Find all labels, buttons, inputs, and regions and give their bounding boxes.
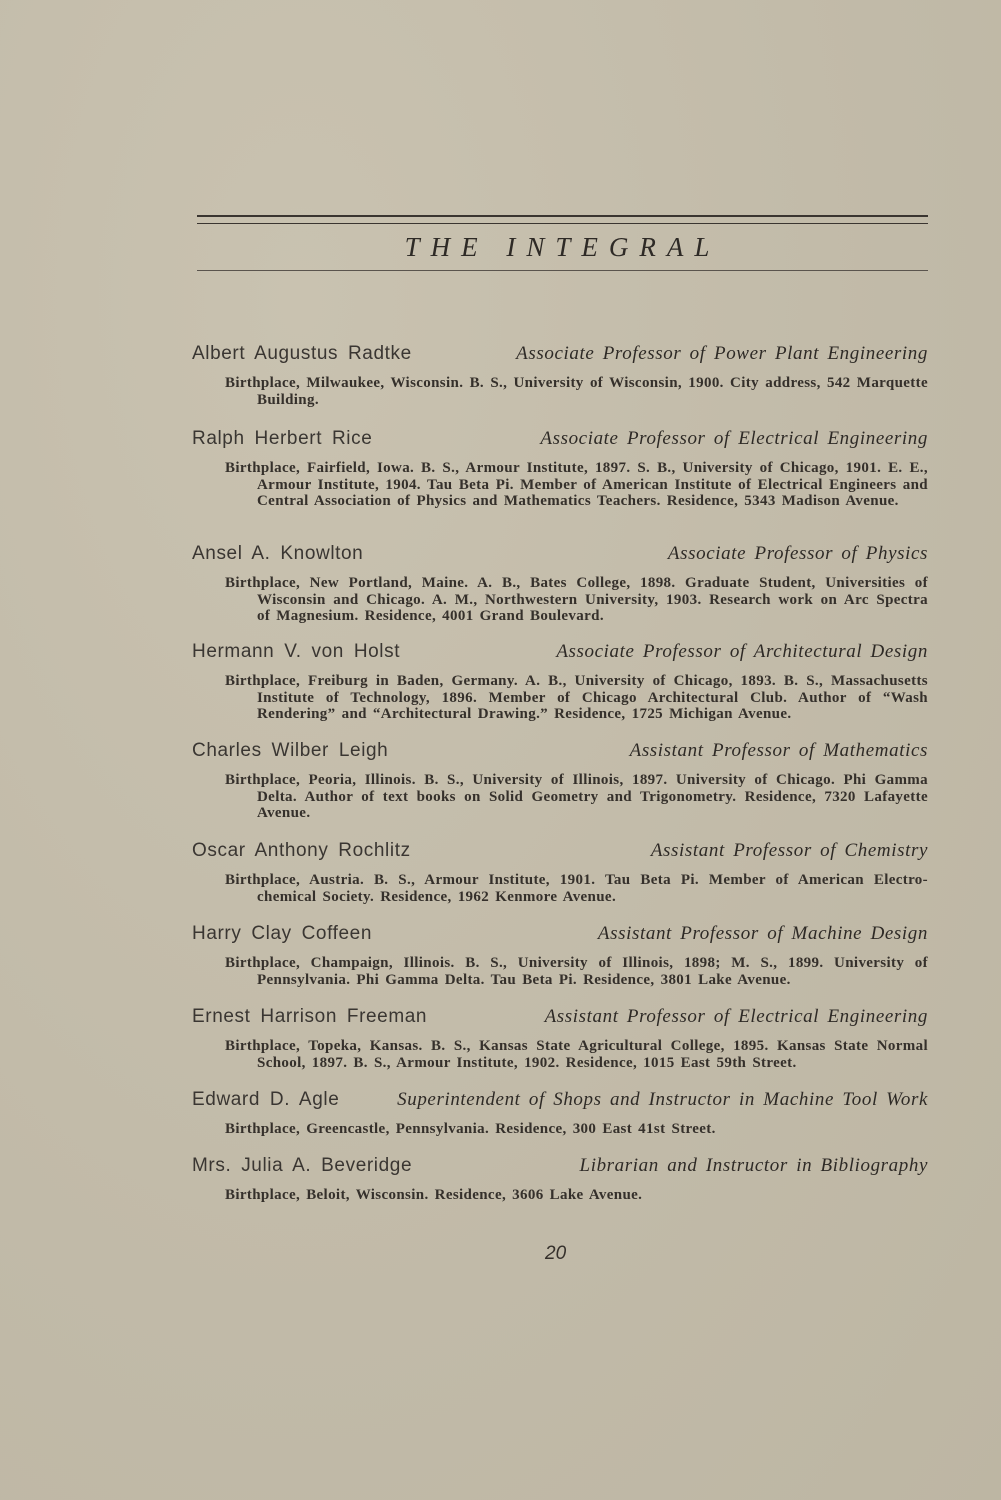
faculty-position: Assistant Professor of Mathematics xyxy=(629,740,928,761)
entry-header xyxy=(192,428,928,452)
faculty-name: Ernest Harrison Freeman xyxy=(192,1006,428,1027)
faculty-entry xyxy=(192,923,928,988)
faculty-details: Birthplace, Topeka, Kansas. B. S., Kansas State Agricultural College, 1895. Kansas State Normal School, 1897. B. S., Armour Institute, 1902. Residence, 1015 East 59th Street. xyxy=(225,1038,928,1071)
entry-header xyxy=(192,1089,928,1113)
faculty-entry xyxy=(192,740,928,822)
page-title: THE INTEGRAL xyxy=(404,232,721,262)
faculty-details: Birthplace, Milwaukee, Wisconsin. B. S., University of Wisconsin, 1900. City address, 542 Marquette Building. xyxy=(225,375,928,408)
faculty-details: Birthplace, Fairfield, Iowa. B. S., Armour Institute, 1897. S. B., University of Chicago, 1901. E. E., Armour Institute, 1904. Tau Beta Pi. Member of American Institute of Electrical Engineers and Central Association of Physics and Mathematics Teachers. Residence, 5343 Madison Avenue. xyxy=(225,460,928,510)
faculty-name: Albert Augustus Radtke xyxy=(192,343,412,364)
header-rule-bottom xyxy=(197,270,928,271)
faculty-entry xyxy=(192,343,928,408)
faculty-entry xyxy=(192,1006,928,1071)
faculty-details: Birthplace, New Portland, Maine. A. B., Bates College, 1898. Graduate Student, Universities of Wisconsin and Chicago. A. M., Northwestern University, 1903. Research work on Arc Spectra of Magnesium. Residence, 4001 Grand Boulevard. xyxy=(225,575,928,625)
faculty-details: Birthplace, Greencastle, Pennsylvania. Residence, 300 East 41st Street. xyxy=(225,1121,716,1137)
faculty-name: Hermann V. von Holst xyxy=(192,641,401,662)
entry-header xyxy=(192,923,928,947)
entry-header xyxy=(192,343,928,367)
faculty-entry xyxy=(192,1089,928,1138)
faculty-position: Associate Professor of Electrical Engineering xyxy=(540,428,928,449)
entry-header xyxy=(192,1006,928,1030)
faculty-position: Associate Professor of Physics xyxy=(667,543,928,564)
header-rule-thin xyxy=(197,223,928,224)
faculty-name: Oscar Anthony Rochlitz xyxy=(192,840,411,861)
entry-header xyxy=(192,543,928,567)
faculty-name: Edward D. Agle xyxy=(192,1089,340,1110)
entry-header xyxy=(192,840,928,864)
faculty-entry xyxy=(192,1155,928,1204)
page-number: 20 xyxy=(545,1243,567,1264)
faculty-position: Assistant Professor of Electrical Engineering xyxy=(544,1006,928,1027)
faculty-position: Assistant Professor of Chemistry xyxy=(650,840,928,861)
faculty-details: Birthplace, Champaign, Illinois. B. S., University of Illinois, 1898; M. S., 1899. University of Pennsylvania. Phi Gamma Delta. Tau Beta Pi. Residence, 3801 Lake Avenue. xyxy=(225,955,928,988)
faculty-position: Superintendent of Shops and Instructor in Machine Tool Work xyxy=(397,1089,928,1110)
faculty-entry xyxy=(192,641,928,723)
faculty-position: Librarian and Instructor in Bibliography xyxy=(579,1155,928,1176)
entry-header xyxy=(192,641,928,665)
faculty-name: Mrs. Julia A. Beveridge xyxy=(192,1155,413,1176)
faculty-details: Birthplace, Freiburg in Baden, Germany. A. B., University of Chicago, 1893. B. S., Massachusetts Institute of Technology, 1896. Member of Chicago Architectural Club. Author of “Wash Rendering” and “Architectural Drawing.” Residence, 1725 Michigan Avenue. xyxy=(225,673,928,723)
faculty-details: Birthplace, Beloit, Wisconsin. Residence, 3606 Lake Avenue. xyxy=(225,1187,643,1203)
faculty-entry xyxy=(192,428,928,510)
faculty-position: Associate Professor of Architectural Design xyxy=(556,641,928,662)
faculty-name: Ralph Herbert Rice xyxy=(192,428,373,449)
faculty-position: Assistant Professor of Machine Design xyxy=(597,923,928,944)
faculty-entry xyxy=(192,840,928,905)
faculty-entry xyxy=(192,543,928,625)
header-rule-thick xyxy=(197,215,928,217)
faculty-position: Associate Professor of Power Plant Engineering xyxy=(516,343,928,364)
faculty-name: Harry Clay Coffeen xyxy=(192,923,373,944)
faculty-details: Birthplace, Austria. B. S., Armour Institute, 1901. Tau Beta Pi. Member of American Electro-chemical Society. Residence, 1962 Kenmore Avenue. xyxy=(225,872,928,905)
faculty-name: Ansel A. Knowlton xyxy=(192,543,364,564)
faculty-name: Charles Wilber Leigh xyxy=(192,740,389,761)
faculty-details: Birthplace, Peoria, Illinois. B. S., University of Illinois, 1897. University of Chicago. Phi Gamma Delta. Author of text books on Solid Geometry and Trigonometry. Residence, 7320 Lafayette Avenue. xyxy=(225,772,928,822)
entry-header xyxy=(192,740,928,764)
entry-header xyxy=(192,1155,928,1179)
